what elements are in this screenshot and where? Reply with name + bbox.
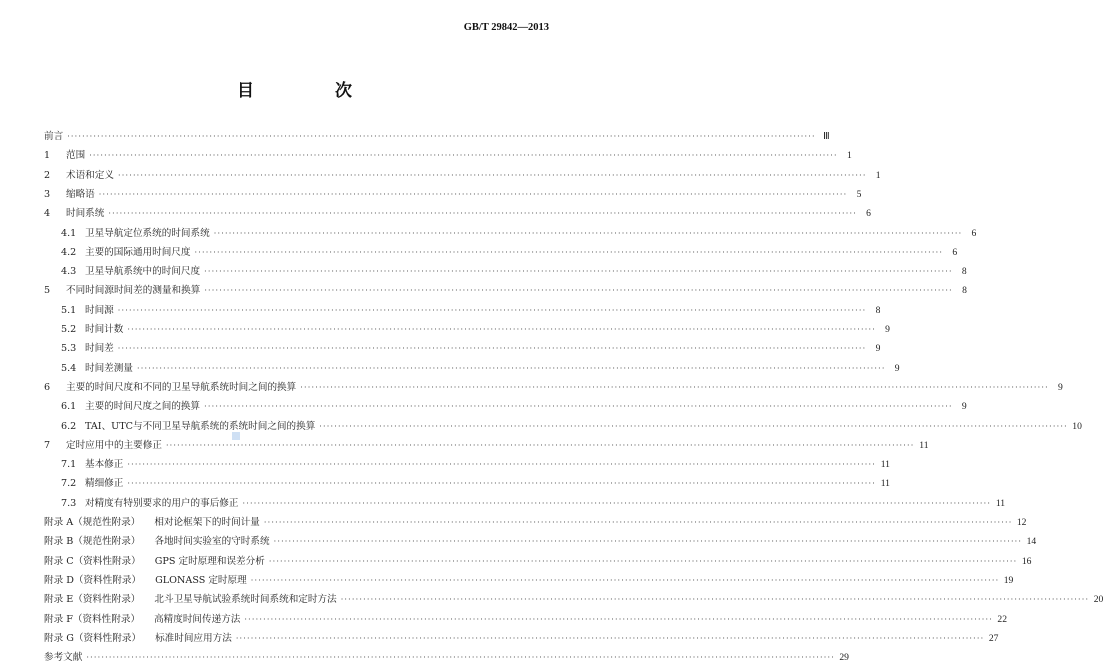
toc-page-number: 5 — [856, 188, 862, 200]
toc-page-number: 29 — [839, 652, 849, 664]
toc-dot-leader: ········································································································································································································ — [127, 479, 876, 489]
toc-section-number: 5.1 — [61, 304, 77, 316]
toc-entry[interactable] — [44, 202, 871, 220]
toc-dot-leader: ········································································································································································································ — [273, 537, 1023, 547]
toc-appendix-prefix: 附录 B（规范性附录） — [44, 536, 141, 548]
toc-section-number: 3 — [44, 188, 51, 200]
toc-dot-leader: ········································································································································································································ — [136, 363, 886, 373]
toc-entry[interactable] — [44, 530, 1037, 548]
toc-section-number: 4.3 — [61, 266, 77, 278]
toc-label: 定时应用中的主要修正 — [66, 439, 162, 451]
toc-label: 主要的国际通用时间尺度 — [85, 246, 191, 258]
toc-entry[interactable] — [44, 646, 849, 664]
toc-section-number: 6.1 — [61, 401, 77, 413]
toc-entry[interactable] — [44, 299, 881, 317]
toc-section-number: 5.2 — [61, 324, 77, 335]
toc-page-number: 27 — [988, 632, 999, 644]
toc-label: 北斗卫星导航试验系统时间系统和定时方法 — [154, 594, 337, 606]
toc-dot-leader: ········································································································································································································ — [117, 305, 867, 315]
toc-entry[interactable] — [44, 569, 1014, 587]
toc-dot-leader: ········································································································································································································ — [98, 189, 848, 199]
toc-entry[interactable] — [44, 627, 999, 645]
toc-dot-leader: ········································································································································································································ — [213, 228, 963, 238]
toc-entry[interactable] — [44, 550, 1032, 568]
toc-label: 主要的时间尺度和不同的卫星导航系统时间之间的换算 — [66, 381, 297, 393]
toc-entry[interactable] — [44, 241, 958, 259]
toc-entry[interactable] — [44, 318, 890, 336]
toc-label: 参考文献 — [44, 652, 83, 664]
toc-page-number: 19 — [1003, 574, 1014, 586]
toc-dot-leader: ········································································································································································································ — [67, 132, 816, 141]
toc-entry[interactable] — [44, 608, 1007, 626]
toc-appendix-prefix: 附录 F（资料性附录） — [44, 613, 141, 625]
toc-dot-leader: ········································································································································································································ — [117, 344, 867, 354]
toc-entry[interactable] — [44, 588, 1103, 606]
toc-page-number: 20 — [1093, 594, 1103, 606]
toc-entry[interactable] — [44, 453, 890, 471]
toc-section-number: 5.3 — [61, 343, 77, 355]
toc-page-number: Ⅲ — [823, 131, 830, 142]
toc-label: GPS 定时原理和误差分析 — [154, 555, 265, 567]
toc-page-number: 6 — [866, 208, 871, 220]
toc-page-number: 9 — [961, 401, 967, 413]
toc-section-number: 4.1 — [61, 227, 77, 239]
toc-page-number: 16 — [1021, 555, 1032, 567]
toc-entry[interactable] — [44, 395, 967, 413]
toc-entry[interactable] — [44, 415, 1082, 433]
page-title: 目 次 — [237, 81, 384, 101]
toc-page-number: 1 — [846, 150, 852, 162]
toc-appendix-prefix: 附录 D（资料性附录） — [44, 574, 142, 586]
toc-section-number: 2 — [44, 169, 51, 181]
toc-entry[interactable] — [44, 125, 830, 143]
toc-entry[interactable] — [44, 164, 881, 182]
toc-label: 基本修正 — [85, 459, 124, 471]
toc-label: 缩略语 — [66, 188, 95, 200]
toc-page-number: 8 — [875, 304, 881, 316]
toc-label: 前言 — [44, 131, 64, 142]
toc-entry[interactable] — [44, 472, 890, 490]
toc-section-number: 7.2 — [61, 478, 77, 490]
toc-label: 主要的时间尺度之间的换算 — [85, 401, 201, 413]
toc-entry[interactable] — [44, 337, 881, 355]
toc-page-number: 6 — [971, 227, 977, 239]
toc-dot-leader: ········································································································································································································ — [250, 575, 1000, 585]
toc-entry[interactable] — [44, 511, 1027, 529]
toc-label: 标准时间应用方法 — [155, 632, 232, 644]
toc-section-number: 4.2 — [61, 246, 77, 258]
toc-section-number: 7.1 — [61, 459, 77, 471]
toc-section-number: 7.3 — [61, 497, 77, 509]
toc-page-number: 10 — [1072, 420, 1082, 432]
toc-page-number: 11 — [995, 497, 1006, 509]
toc-page-number: 9 — [875, 343, 881, 355]
toc-dot-leader: ········································································································································································································ — [117, 170, 867, 180]
toc-entry[interactable] — [44, 376, 1063, 394]
toc-entry[interactable] — [44, 183, 862, 201]
toc-appendix-prefix: 附录 E（资料性附录） — [44, 594, 141, 606]
toc-page-number: 11 — [880, 478, 890, 490]
toc-dot-leader: ········································································································································································································ — [108, 209, 857, 219]
toc-dot-leader: ········································································································································································································ — [204, 286, 953, 296]
toc-dot-leader: ········································································································································································································ — [194, 247, 944, 257]
toc-section-number: 1 — [44, 150, 51, 162]
toc-page-number: 12 — [1016, 517, 1027, 528]
toc-section-number: 7 — [44, 439, 51, 451]
toc-entry[interactable] — [44, 279, 967, 297]
toc-dot-leader: ········································································································································································································ — [300, 382, 1049, 392]
toc-dot-leader: ········································································································································································································ — [127, 460, 876, 470]
toc-dot-leader: ········································································································································································································ — [86, 653, 835, 663]
toc-entry[interactable] — [44, 492, 1006, 510]
toc-dot-leader: ········································································································································································································ — [263, 518, 1013, 527]
toc-label: GLONASS 定时原理 — [155, 574, 247, 586]
toc-dot-leader: ········································································································································································································ — [204, 267, 953, 277]
toc-label: 术语和定义 — [66, 169, 114, 181]
toc-section-number: 5.4 — [61, 362, 77, 374]
toc-label: 时间差 — [85, 343, 114, 355]
toc-dot-leader: ········································································································································································································ — [235, 633, 985, 643]
toc-page-number: 8 — [962, 285, 967, 297]
toc-page-number: 9 — [885, 324, 890, 335]
toc-entry[interactable] — [44, 144, 852, 162]
toc-page-number: 1 — [875, 169, 881, 181]
toc-label: 高精度时间传递方法 — [154, 613, 241, 625]
toc-entry[interactable] — [44, 357, 900, 375]
toc-dot-leader: ········································································································································································································ — [244, 614, 993, 624]
toc-label: 时间计数 — [85, 324, 124, 335]
toc-label: 时间差测量 — [85, 362, 133, 374]
toc-dot-leader: ········································································································································································································ — [268, 556, 1018, 566]
toc-dot-leader: ········································································································································································································ — [127, 325, 876, 334]
toc-section-number: 6.2 — [61, 420, 77, 432]
toc-page-number: 22 — [997, 613, 1007, 625]
toc-dot-leader: ········································································································································································································ — [319, 421, 1068, 431]
toc-dot-leader: ········································································································································································································ — [165, 440, 915, 450]
toc-page-number: 8 — [961, 266, 967, 278]
toc-label: 时间系统 — [66, 208, 105, 220]
toc-appendix-prefix: 附录 C（资料性附录） — [44, 555, 141, 567]
toc-label: 卫星导航系统中的时间尺度 — [85, 266, 201, 278]
toc-appendix-prefix: 附录 A（规范性附录） — [44, 517, 141, 528]
toc-page-number: 9 — [894, 362, 900, 374]
toc-label: 精细修正 — [85, 478, 124, 490]
toc-entry[interactable] — [44, 434, 929, 452]
toc-page-number: 14 — [1026, 536, 1037, 548]
toc-dot-leader: ········································································································································································································ — [204, 402, 953, 412]
toc-page-number: 11 — [880, 459, 890, 471]
toc-page-number: 6 — [952, 246, 958, 258]
toc-label: 时间源 — [85, 304, 114, 316]
toc-label: 不同时间源时间差的测量和换算 — [66, 285, 201, 297]
toc-section-number: 4 — [44, 208, 51, 220]
toc-label: 范围 — [66, 150, 86, 162]
toc-appendix-prefix: 附录 G（资料性附录） — [44, 632, 142, 644]
toc-section-number: 6 — [44, 381, 51, 393]
toc-page-number: 9 — [1058, 381, 1063, 393]
toc-section-number: 5 — [44, 285, 51, 297]
toc-label: 相对论框架下的时间计量 — [154, 517, 260, 528]
toc-label: 卫星导航定位系统的时间系统 — [85, 227, 210, 239]
toc-dot-leader: ········································································································································································································ — [242, 498, 992, 508]
toc-dot-leader: ········································································································································································································ — [340, 595, 1090, 605]
scan-mark — [232, 432, 240, 440]
toc-entry[interactable] — [44, 260, 967, 278]
toc-label: TAI、UTC与不同卫星导航系统的系统时间之间的换算 — [85, 420, 316, 432]
toc-label: 各地时间实验室的守时系统 — [154, 536, 270, 548]
toc-label: 对精度有特别要求的用户的事后修正 — [85, 497, 239, 509]
toc-entry[interactable] — [44, 222, 977, 240]
standard-number: GB/T 29842—2013 — [463, 22, 549, 33]
toc-dot-leader: ········································································································································································································ — [89, 151, 838, 161]
toc-page-number: 11 — [919, 439, 929, 451]
